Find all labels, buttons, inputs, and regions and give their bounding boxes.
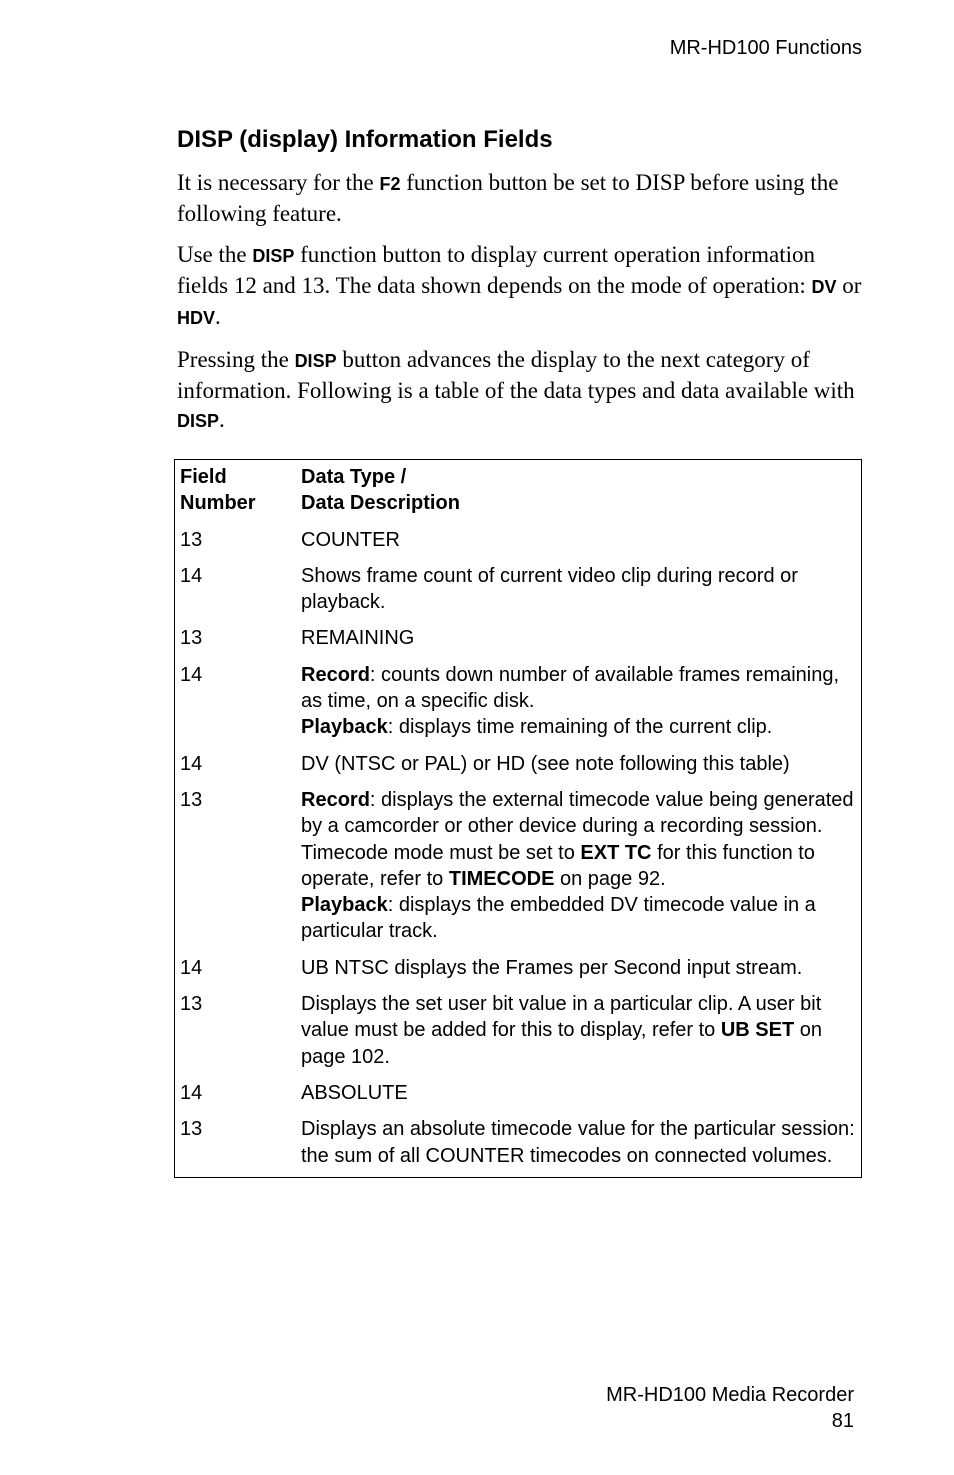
data-description [301, 991, 861, 1070]
table-row [175, 751, 861, 777]
playback-line [301, 892, 855, 945]
text-run: . [215, 304, 221, 329]
data-description [301, 662, 861, 741]
header-field-number [175, 464, 301, 517]
text-run: button advances the display to the next category of information. Following is a table of the data types and data available with [177, 347, 855, 403]
keyword-hdv: HDV [177, 308, 216, 328]
section-title: DISP (display) Information Fields [177, 126, 553, 153]
page-footer [606, 1382, 854, 1434]
field-number: 13 [180, 993, 203, 1016]
keyword-dv: DV [811, 277, 837, 297]
footer-product: MR-HD100 Media Recorder [606, 1384, 854, 1406]
table-row [175, 662, 861, 741]
field-number: 13 [180, 1118, 203, 1141]
data-description [301, 787, 861, 945]
field-number: 14 [180, 752, 203, 775]
header-text: Number [180, 492, 256, 515]
data-description: DV (NTSC or PAL) or HD (see note following this table) [301, 752, 790, 775]
keyword-f2: F2 [379, 174, 401, 194]
field-number: 14 [180, 663, 203, 686]
table-header-row [175, 464, 861, 517]
text-run: : counts down number of available frames remaining, as time, on a specific disk. [301, 663, 840, 713]
paragraph-disp-usage [177, 240, 867, 333]
disp-fields-table [174, 459, 862, 1178]
header-data-type [301, 464, 861, 517]
paragraph-disp-advance [177, 345, 867, 436]
bold-label: Record [301, 788, 370, 811]
keyword-disp: DISP [177, 411, 220, 431]
text-run: It is necessary for the [177, 170, 380, 195]
bold-label: EXT TC [580, 841, 652, 864]
header-text: Data Description [301, 492, 460, 515]
page-number: 81 [831, 1410, 854, 1432]
table-row [175, 787, 861, 945]
bold-label: Playback [301, 894, 388, 917]
text-run: function button to display current operation information fields 12 and 13. The data shown depends on the mode of operation: [177, 242, 815, 298]
record-line [301, 662, 855, 715]
field-number: 13 [180, 627, 203, 650]
text-run: Displays the set user bit value in a particular clip. A user bit value must be added for this to display, refer to [301, 993, 822, 1042]
paragraph-f2-requirement [177, 168, 867, 228]
table-row [175, 955, 861, 981]
text-run: : displays time remaining of the current clip. [387, 716, 773, 739]
bold-label: Record [301, 663, 370, 686]
field-number: 13 [180, 528, 203, 551]
text-run: on page 92. [554, 867, 666, 890]
data-description: Displays an absolute timecode value for the particular session: the sum of all COUNTER timecodes on connected volumes. [301, 1118, 855, 1167]
playback-line [301, 714, 855, 740]
field-number: 13 [180, 788, 203, 811]
header-text: Field [180, 466, 227, 488]
bold-label: UB SET [720, 1019, 795, 1042]
text-run: Pressing the [177, 347, 295, 372]
table-row [175, 563, 861, 616]
field-number: 14 [180, 564, 203, 587]
data-description: UB NTSC displays the Frames per Second input stream. [301, 956, 803, 979]
text-run: or [836, 273, 862, 298]
table-row [175, 527, 861, 553]
table-row [175, 1080, 861, 1106]
data-description: REMAINING [301, 627, 415, 650]
text-run: . [219, 407, 225, 432]
data-description: Shows frame count of current video clip during record or playback. [301, 564, 798, 614]
running-header: MR-HD100 Functions [669, 37, 862, 59]
record-line [301, 787, 855, 892]
text-run: on page 102. [301, 1019, 823, 1068]
text-run: for this function to operate, refer to [301, 841, 815, 890]
header-text: Data Type / [301, 466, 407, 488]
field-number: 14 [180, 1081, 203, 1104]
bold-label: TIMECODE [448, 867, 555, 890]
table-row [175, 625, 861, 651]
bold-label: Playback [301, 716, 388, 739]
text-run: function button be set to DISP before using the following feature. [177, 170, 839, 226]
keyword-disp: DISP [252, 246, 295, 266]
text-run: : displays the embedded DV timecode value in a particular track. [301, 894, 816, 943]
field-number: 14 [180, 956, 203, 979]
data-description: COUNTER [301, 528, 400, 551]
data-description: ABSOLUTE [301, 1081, 408, 1104]
text-run: Use the [177, 242, 253, 267]
table-row [175, 1116, 861, 1169]
table-row [175, 991, 861, 1070]
text-run: : displays the external timecode value being generated by a camcorder or other device during a recording session. Timecode mode must be set to [301, 788, 854, 864]
content-area [177, 120, 867, 448]
keyword-disp: DISP [294, 351, 337, 371]
